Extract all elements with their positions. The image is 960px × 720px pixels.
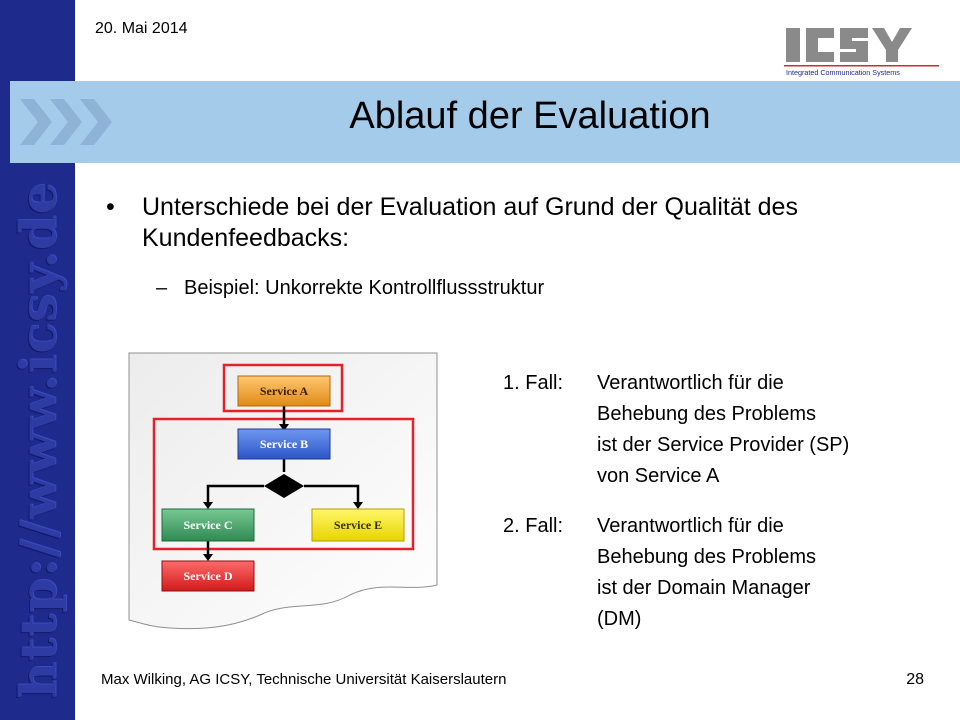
slide-date: 20. Mai 2014 <box>95 20 188 37</box>
sub-bullet-text: Beispiel: Unkorrekte Kontrollflussstruktur <box>184 277 545 299</box>
service-c-label: Service C <box>183 518 233 532</box>
case-1-line: Verantwortlich für die <box>597 372 784 394</box>
service-b-node <box>238 429 330 459</box>
slide-title: Ablauf der Evaluation <box>349 95 711 137</box>
service-e-node <box>312 509 404 541</box>
case-1-line: von Service A <box>597 465 720 487</box>
case-2-label: 2. Fall: <box>503 515 564 537</box>
case-1-line: Behebung des Problems <box>597 403 817 425</box>
case-2-line: (DM) <box>597 608 642 630</box>
bullet-dash: – <box>156 277 168 299</box>
case-2-line: Verantwortlich für die <box>597 515 784 537</box>
logo-subtitle: Integrated Communication Systems <box>786 68 900 77</box>
case-2-line: ist der Domain Manager <box>597 577 811 599</box>
bullet-dot: • <box>106 193 115 221</box>
service-c-node <box>162 509 254 541</box>
footer-author: Max Wilking, AG ICSY, Technische Universität Kaiserslautern <box>101 671 507 688</box>
page-number: 28 <box>906 671 924 688</box>
main-bullet-text: Unterschiede bei der Evaluation auf Grund der Qualität des Kundenfeedbacks: <box>142 193 798 252</box>
service-d-label: Service D <box>183 569 233 583</box>
case-1-line: ist der Service Provider (SP) <box>597 434 850 456</box>
sidebar-url-text: http://www.icsy.de <box>8 181 68 699</box>
service-a-node <box>238 376 330 406</box>
service-b-label: Service B <box>259 437 309 451</box>
service-a-label: Service A <box>259 384 309 398</box>
case-1-label: 1. Fall: <box>503 372 564 394</box>
case-2-line: Behebung des Problems <box>597 546 817 568</box>
service-d-node <box>162 561 254 591</box>
service-e-label: Service E <box>333 518 383 532</box>
